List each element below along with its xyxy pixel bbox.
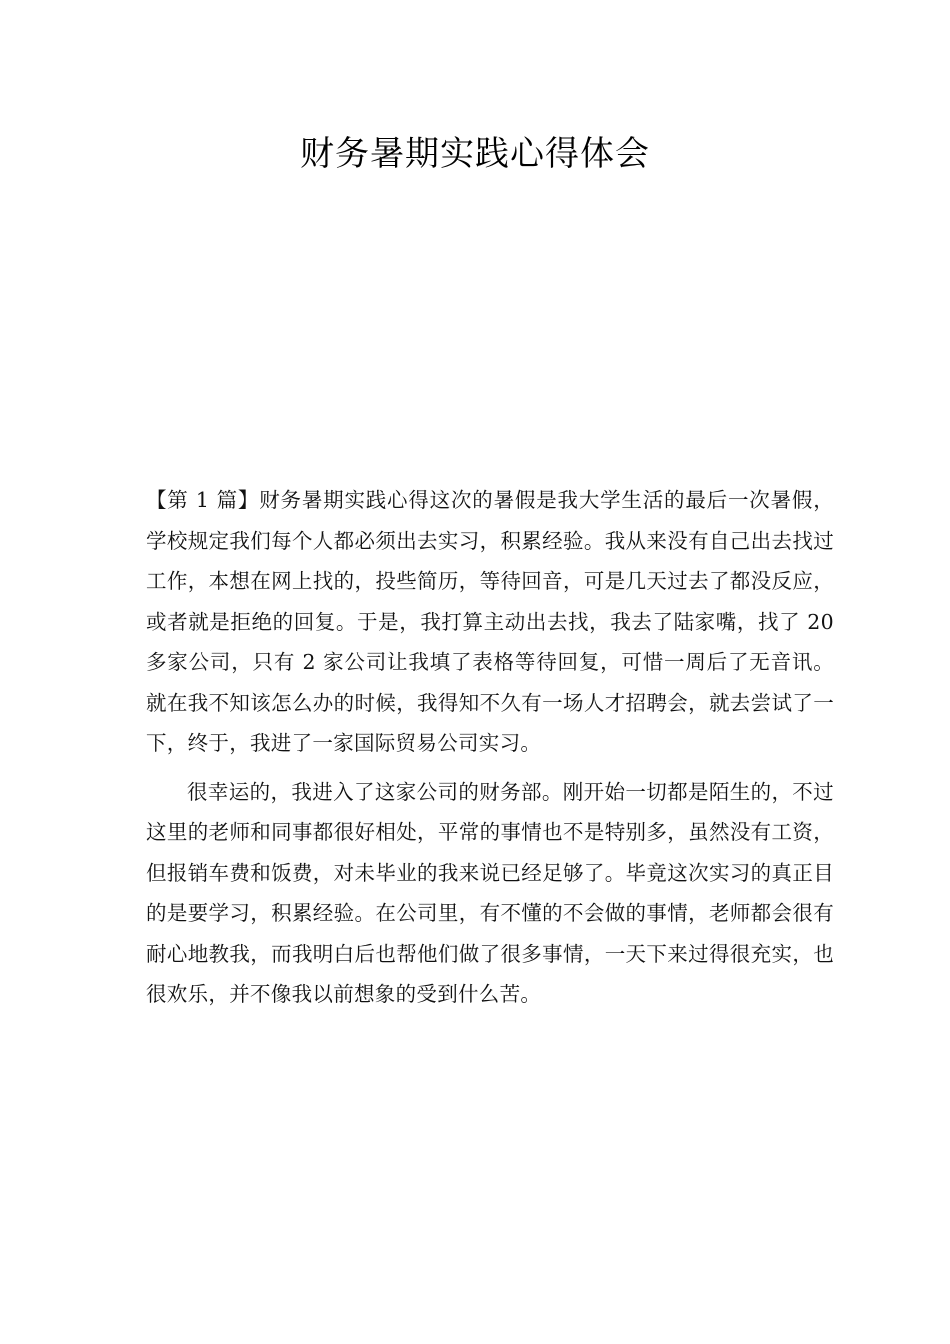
document-title: 财务暑期实践心得体会	[300, 134, 650, 174]
paragraph-2: 很幸运的，我进入了这家公司的财务部。刚开始一切都是陌生的，不过这里的老师和同事都很好相处，平常的事情也不是特别多，虽然没有工资，但报销车费和饭费，对未毕业的我来说已经足够了。毕竟这次实习的真正目的是要学习，积累经验。在公司里，有不懂的不会做的事情，老师都会很有耐心地教我，而我明白后也帮他们做了很多事情，一天下来过得很充实，也很欢乐，并不像我以前想象的受到什么苦。	[146, 779, 834, 1006]
paragraph-1: 【第 1 篇】财务暑期实践心得这次的暑假是我大学生活的最后一次暑假，学校规定我们每个人都必须出去实习，积累经验。我从来没有自己出去找过工作，本想在网上找的，投些简历，等待回音，可是几天过去了都没反应，或者就是拒绝的回复。于是，我打算主动出去找，我去了陆家嘴，找了 20 多家公司，只有 2 家公司让我填了表格等待回复，可惜一周后了无音讯。就在我不知该怎么办的时候，我得知不久有一场人才招聘会，就去尝试了一下，终于，我进了一家国际贸易公司实习。	[146, 488, 834, 755]
document-body	[146, 480, 834, 1015]
